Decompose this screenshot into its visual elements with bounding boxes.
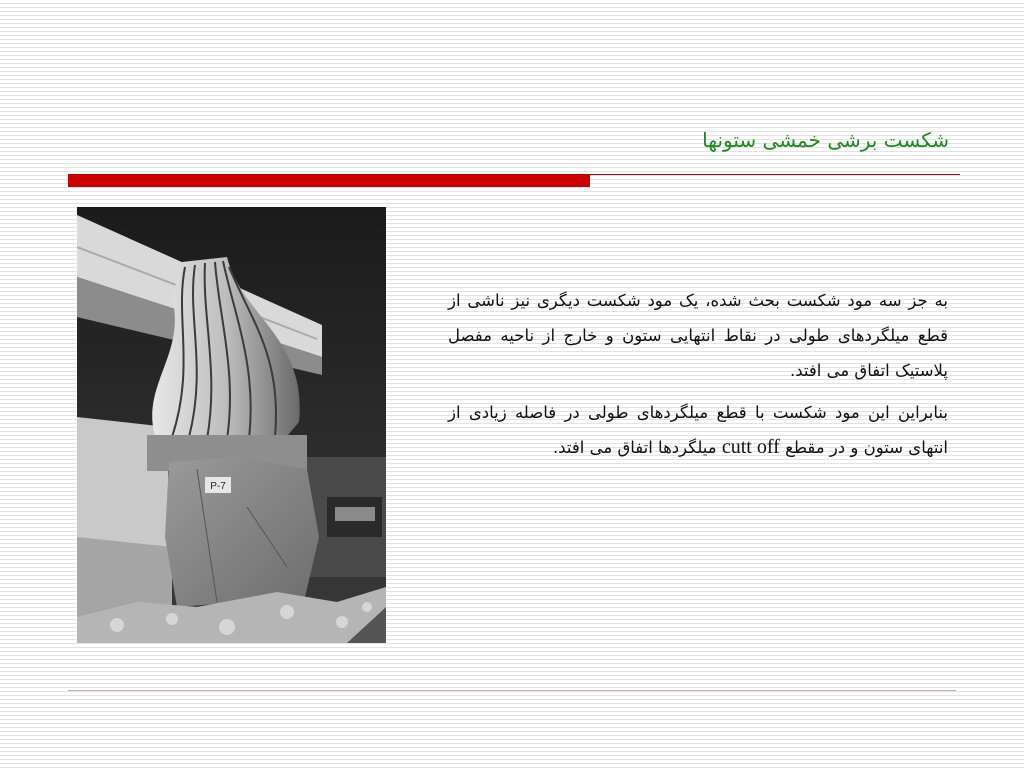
photo-label: P-7: [210, 481, 226, 492]
slide-title: شکست برشی خمشی ستونها: [702, 128, 949, 152]
paragraph-2-start: بنابراین این مود شکست با قطع میلگردهای طولی در فاصله زیادی از انتهای ستون و در مقطع: [448, 403, 948, 457]
paragraph-2-end: میلگردها اتفاق می افتد.: [553, 438, 717, 457]
body-text: [448, 283, 948, 472]
footer-divider: [68, 690, 956, 691]
title-divider-bar: [68, 175, 590, 187]
paragraph-1: به جز سه مود شکست بحث شده، یک مود شکست دیگری نیز ناشی از قطع میلگردهای طولی در نقاط انتهایی ستون و خارج از ناحیه مفصل پلاستیک اتفاق می افتد.: [448, 291, 948, 380]
cutt-off-term: cutt off: [721, 436, 780, 458]
paragraph-2: [448, 395, 948, 465]
column-failure-photo: [77, 207, 386, 643]
